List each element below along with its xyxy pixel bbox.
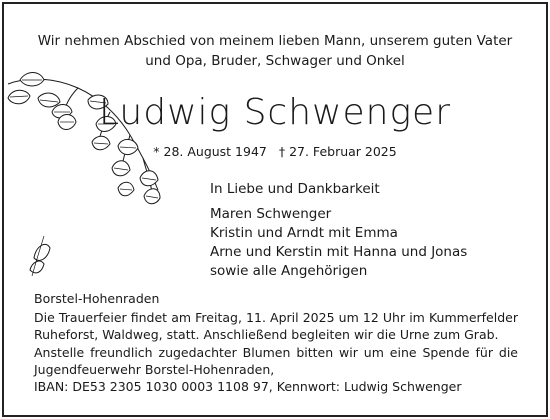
notice-body [34,309,518,395]
service-text: Die Trauerfeier findet am Freitag, 11. April 2025 um 12 Uhr im Kummerfelder Ruheforst, Waldweg, statt. Anschließend begleiten wir die Urne zum Grab. [34,310,518,343]
intro-line-1: Wir nehmen Abschied von meinem lieben Mann, unserem guten Vater [37,33,513,49]
life-dates [0,144,550,159]
death-date: † 27. Februar 2025 [278,144,397,159]
family-member: Maren Schwenger [210,206,332,222]
birth-date: * 28. August 1947 [153,144,267,159]
iban-line: IBAN: DE53 2305 1030 0003 1108 97, Kennwort: Ludwig Schwenger [34,379,462,395]
family-member: Arne und Kerstin mit Hanna und Jonas [210,244,468,260]
donation-text: Anstelle freundlich zugedachter Blumen bitten wir um eine Spende für die Jugendfeuerwehr Borstel-Hohenraden, [34,344,518,377]
love-line: In Liebe und Dankbarkeit [210,181,380,197]
family-member: sowie alle Angehörigen [210,263,368,279]
intro-text [0,31,550,71]
family-list [210,205,467,281]
intro-line-2: und Opa, Bruder, Schwager und Onkel [145,53,405,69]
family-member: Kristin und Arndt mit Emma [210,225,398,241]
place-name: Borstel-Hohenraden [34,291,160,306]
deceased-name: Ludwig Schwenger [98,92,451,133]
